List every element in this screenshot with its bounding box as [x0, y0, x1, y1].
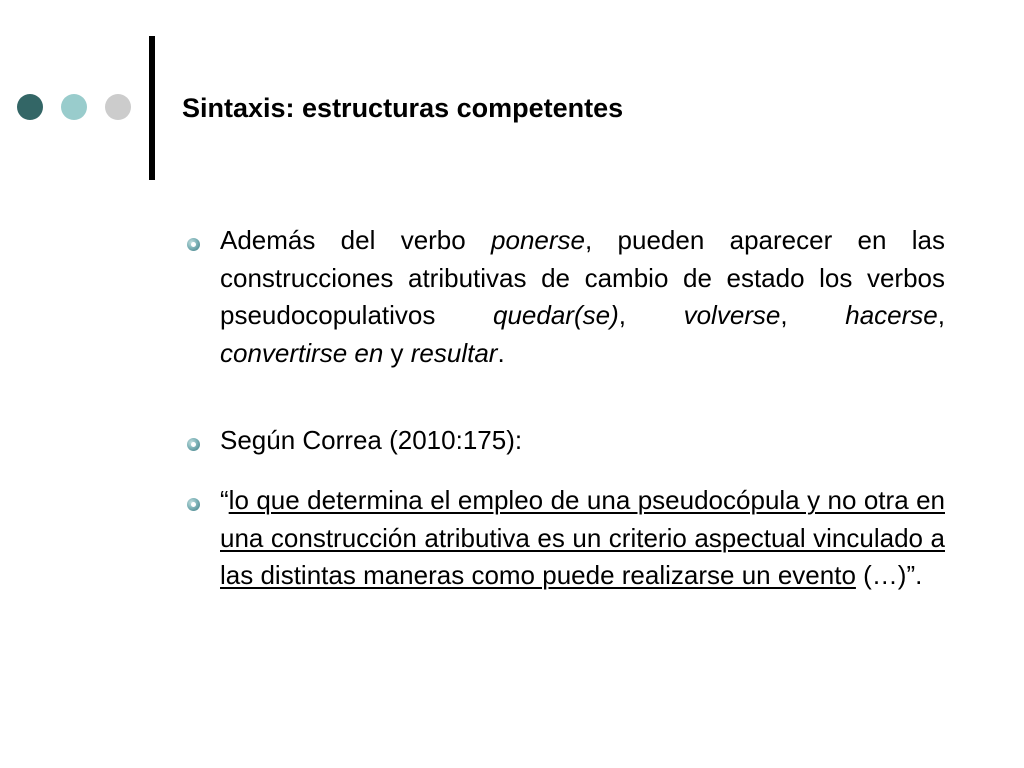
bullet1-text: .: [497, 337, 505, 368]
bullet1-text: Además del verbo: [220, 225, 492, 255]
bullet-icon: [187, 498, 200, 511]
bullet1-text: y: [383, 337, 411, 368]
bullet-item-citation: Según Correa (2010:175):: [220, 425, 523, 455]
bullet1-italic: quedar(se): [493, 300, 619, 330]
decor-dot-dark: [17, 94, 43, 120]
slide-title: Sintaxis: estructuras competentes: [182, 93, 624, 123]
quote-text: lo que determina el empleo de una pseudocópula y no otra en una construcción atributiva es un criterio aspectual vinculado a las distintas maneras como puede realizarse un evento: [220, 485, 945, 590]
bullet1-text: ,: [937, 300, 945, 330]
bullet-icon: [187, 238, 200, 251]
bullet1-text: ,: [618, 300, 684, 330]
bullet-item-quote: [220, 482, 945, 595]
bullet1-italic: hacerse: [845, 300, 938, 330]
bullet1-italic: ponerse: [491, 225, 586, 255]
title-divider: [149, 36, 155, 180]
decor-dot-gray: [105, 94, 131, 120]
bullet1-italic: resultar: [410, 337, 498, 368]
bullet-icon: [187, 438, 200, 451]
quote-close-mark: ”.: [906, 560, 923, 590]
decor-dot-teal: [61, 94, 87, 120]
bullet1-italic: convertirse en: [220, 337, 384, 368]
bullet1-italic: volverse: [683, 300, 781, 330]
quote-open-mark: “: [220, 485, 229, 515]
quote-ellipsis: (…): [855, 560, 907, 590]
bullet-item-verbs: [220, 222, 945, 372]
bullet1-text: ,: [780, 300, 846, 330]
bullet1-text: , pueden aparecer en las construcciones atributivas de cambio de estado los verbos pseudocopulativos: [220, 225, 945, 330]
